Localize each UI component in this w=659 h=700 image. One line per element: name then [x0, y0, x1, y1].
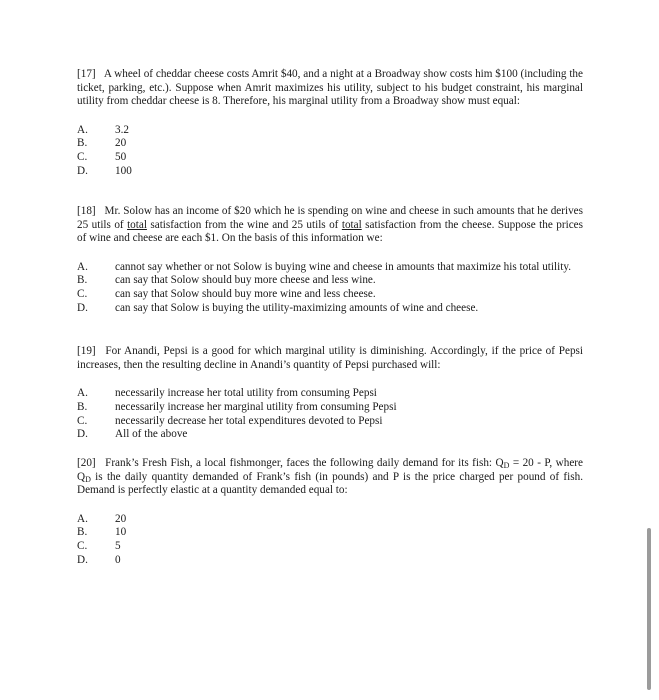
option-text: can say that Solow should buy more cheese and less wine. — [115, 274, 376, 287]
option-letter: C. — [77, 540, 88, 553]
answer-option — [77, 151, 583, 165]
option-text: All of the above — [115, 428, 188, 441]
option-letter: A. — [77, 123, 88, 136]
question-stem — [77, 345, 583, 372]
answer-option — [77, 274, 583, 288]
option-text: 100 — [115, 164, 132, 177]
question-17 — [77, 68, 583, 179]
answer-options — [77, 261, 583, 316]
option-letter: D. — [77, 428, 88, 441]
option-letter: B. — [77, 137, 88, 150]
answer-option — [77, 387, 583, 401]
answer-option — [77, 540, 583, 554]
question-text: Mr. Solow has an income of $20 which he is spending on wine and cheese in such amounts that he derives 25 utils of — [77, 205, 583, 231]
option-text: 20 — [115, 512, 127, 525]
question-text: satisfaction from the cheese. Suppose the prices of wine and cheese are each $1. On the basis of this information we: — [77, 218, 583, 244]
vertical-scrollbar[interactable] — [647, 528, 651, 690]
option-letter: D. — [77, 164, 88, 177]
answer-option — [77, 554, 583, 568]
option-text: necessarily decrease her total expenditures devoted to Pepsi — [115, 414, 383, 427]
underlined-word: total — [127, 218, 147, 231]
option-letter: B. — [77, 400, 88, 413]
option-letter: D. — [77, 553, 88, 566]
question-text: Frank’s Fresh Fish, a local fishmonger, faces the following daily demand for its fish: Q — [105, 457, 504, 469]
answer-option — [77, 401, 583, 415]
answer-options — [77, 387, 583, 442]
question-stem — [77, 457, 583, 498]
subscript: D — [85, 474, 91, 484]
option-letter: B. — [77, 526, 88, 539]
question-text: satisfaction from the wine and 25 utils of — [146, 218, 342, 231]
question-18 — [77, 205, 583, 316]
answer-option — [77, 165, 583, 179]
question-19 — [77, 345, 583, 442]
option-letter: A. — [77, 512, 88, 525]
question-number: [20] — [77, 457, 96, 469]
option-text: 20 — [115, 137, 127, 150]
question-number: [19] — [77, 345, 96, 357]
answer-option — [77, 288, 583, 302]
question-text: = 20 - P, where Q — [77, 457, 583, 483]
option-text: can say that Solow should buy more wine and less cheese. — [115, 288, 376, 301]
option-letter: D. — [77, 301, 88, 314]
answer-option — [77, 428, 583, 442]
answer-option — [77, 302, 583, 316]
question-number: [18] — [77, 205, 96, 217]
option-text: 10 — [115, 526, 127, 539]
option-text: can say that Solow is buying the utility-maximizing amounts of wine and cheese. — [115, 301, 479, 314]
question-20 — [77, 457, 583, 568]
question-stem — [77, 68, 583, 109]
answer-option — [77, 137, 583, 151]
option-text: 0 — [115, 553, 121, 566]
option-text: 50 — [115, 151, 127, 164]
question-text: A wheel of cheddar cheese costs Amrit $40, and a night at a Broadway show costs him $100 (including the ticket, parking, etc.). Suppose when Amrit maximizes his utility, subject to his budget constraint, his marginal utility from cheddar cheese is 8. Therefore, his marginal utility from a Broadway show must equal: — [77, 68, 583, 107]
option-letter: C. — [77, 288, 88, 301]
answer-options — [77, 124, 583, 179]
option-text: cannot say whether or not Solow is buying wine and cheese in amounts that maximize his total utility. — [115, 260, 572, 273]
option-letter: A. — [77, 387, 88, 399]
answer-option — [77, 124, 583, 138]
option-text: 3.2 — [115, 123, 129, 136]
answer-option — [77, 261, 583, 275]
answer-option — [77, 415, 583, 429]
option-letter: B. — [77, 274, 88, 287]
option-letter: C. — [77, 414, 88, 427]
option-letter: C. — [77, 151, 88, 164]
underlined-word: total — [341, 218, 362, 231]
question-number: [17] — [77, 68, 96, 80]
option-text: necessarily increase her total utility from consuming Pepsi — [115, 387, 377, 399]
option-letter: A. — [77, 260, 88, 273]
answer-options — [77, 513, 583, 568]
subscript: D — [503, 461, 510, 470]
answer-option — [77, 513, 583, 527]
option-text: necessarily increase her marginal utility from consuming Pepsi — [115, 400, 397, 413]
option-text: 5 — [115, 540, 121, 553]
question-text: is the daily quantity demanded of Frank’s fish (in pounds) and P is the price charged per pound of fish. Demand is perfectly elastic at a quantity demanded equal to: — [77, 470, 583, 496]
question-stem — [77, 205, 583, 246]
answer-option — [77, 526, 583, 540]
question-text: For Anandi, Pepsi is a good for which marginal utility is diminishing. Accordingly, if the price of Pepsi increases, then the resulting decline in Anandi’s quantity of Pepsi purchased will: — [77, 345, 583, 371]
